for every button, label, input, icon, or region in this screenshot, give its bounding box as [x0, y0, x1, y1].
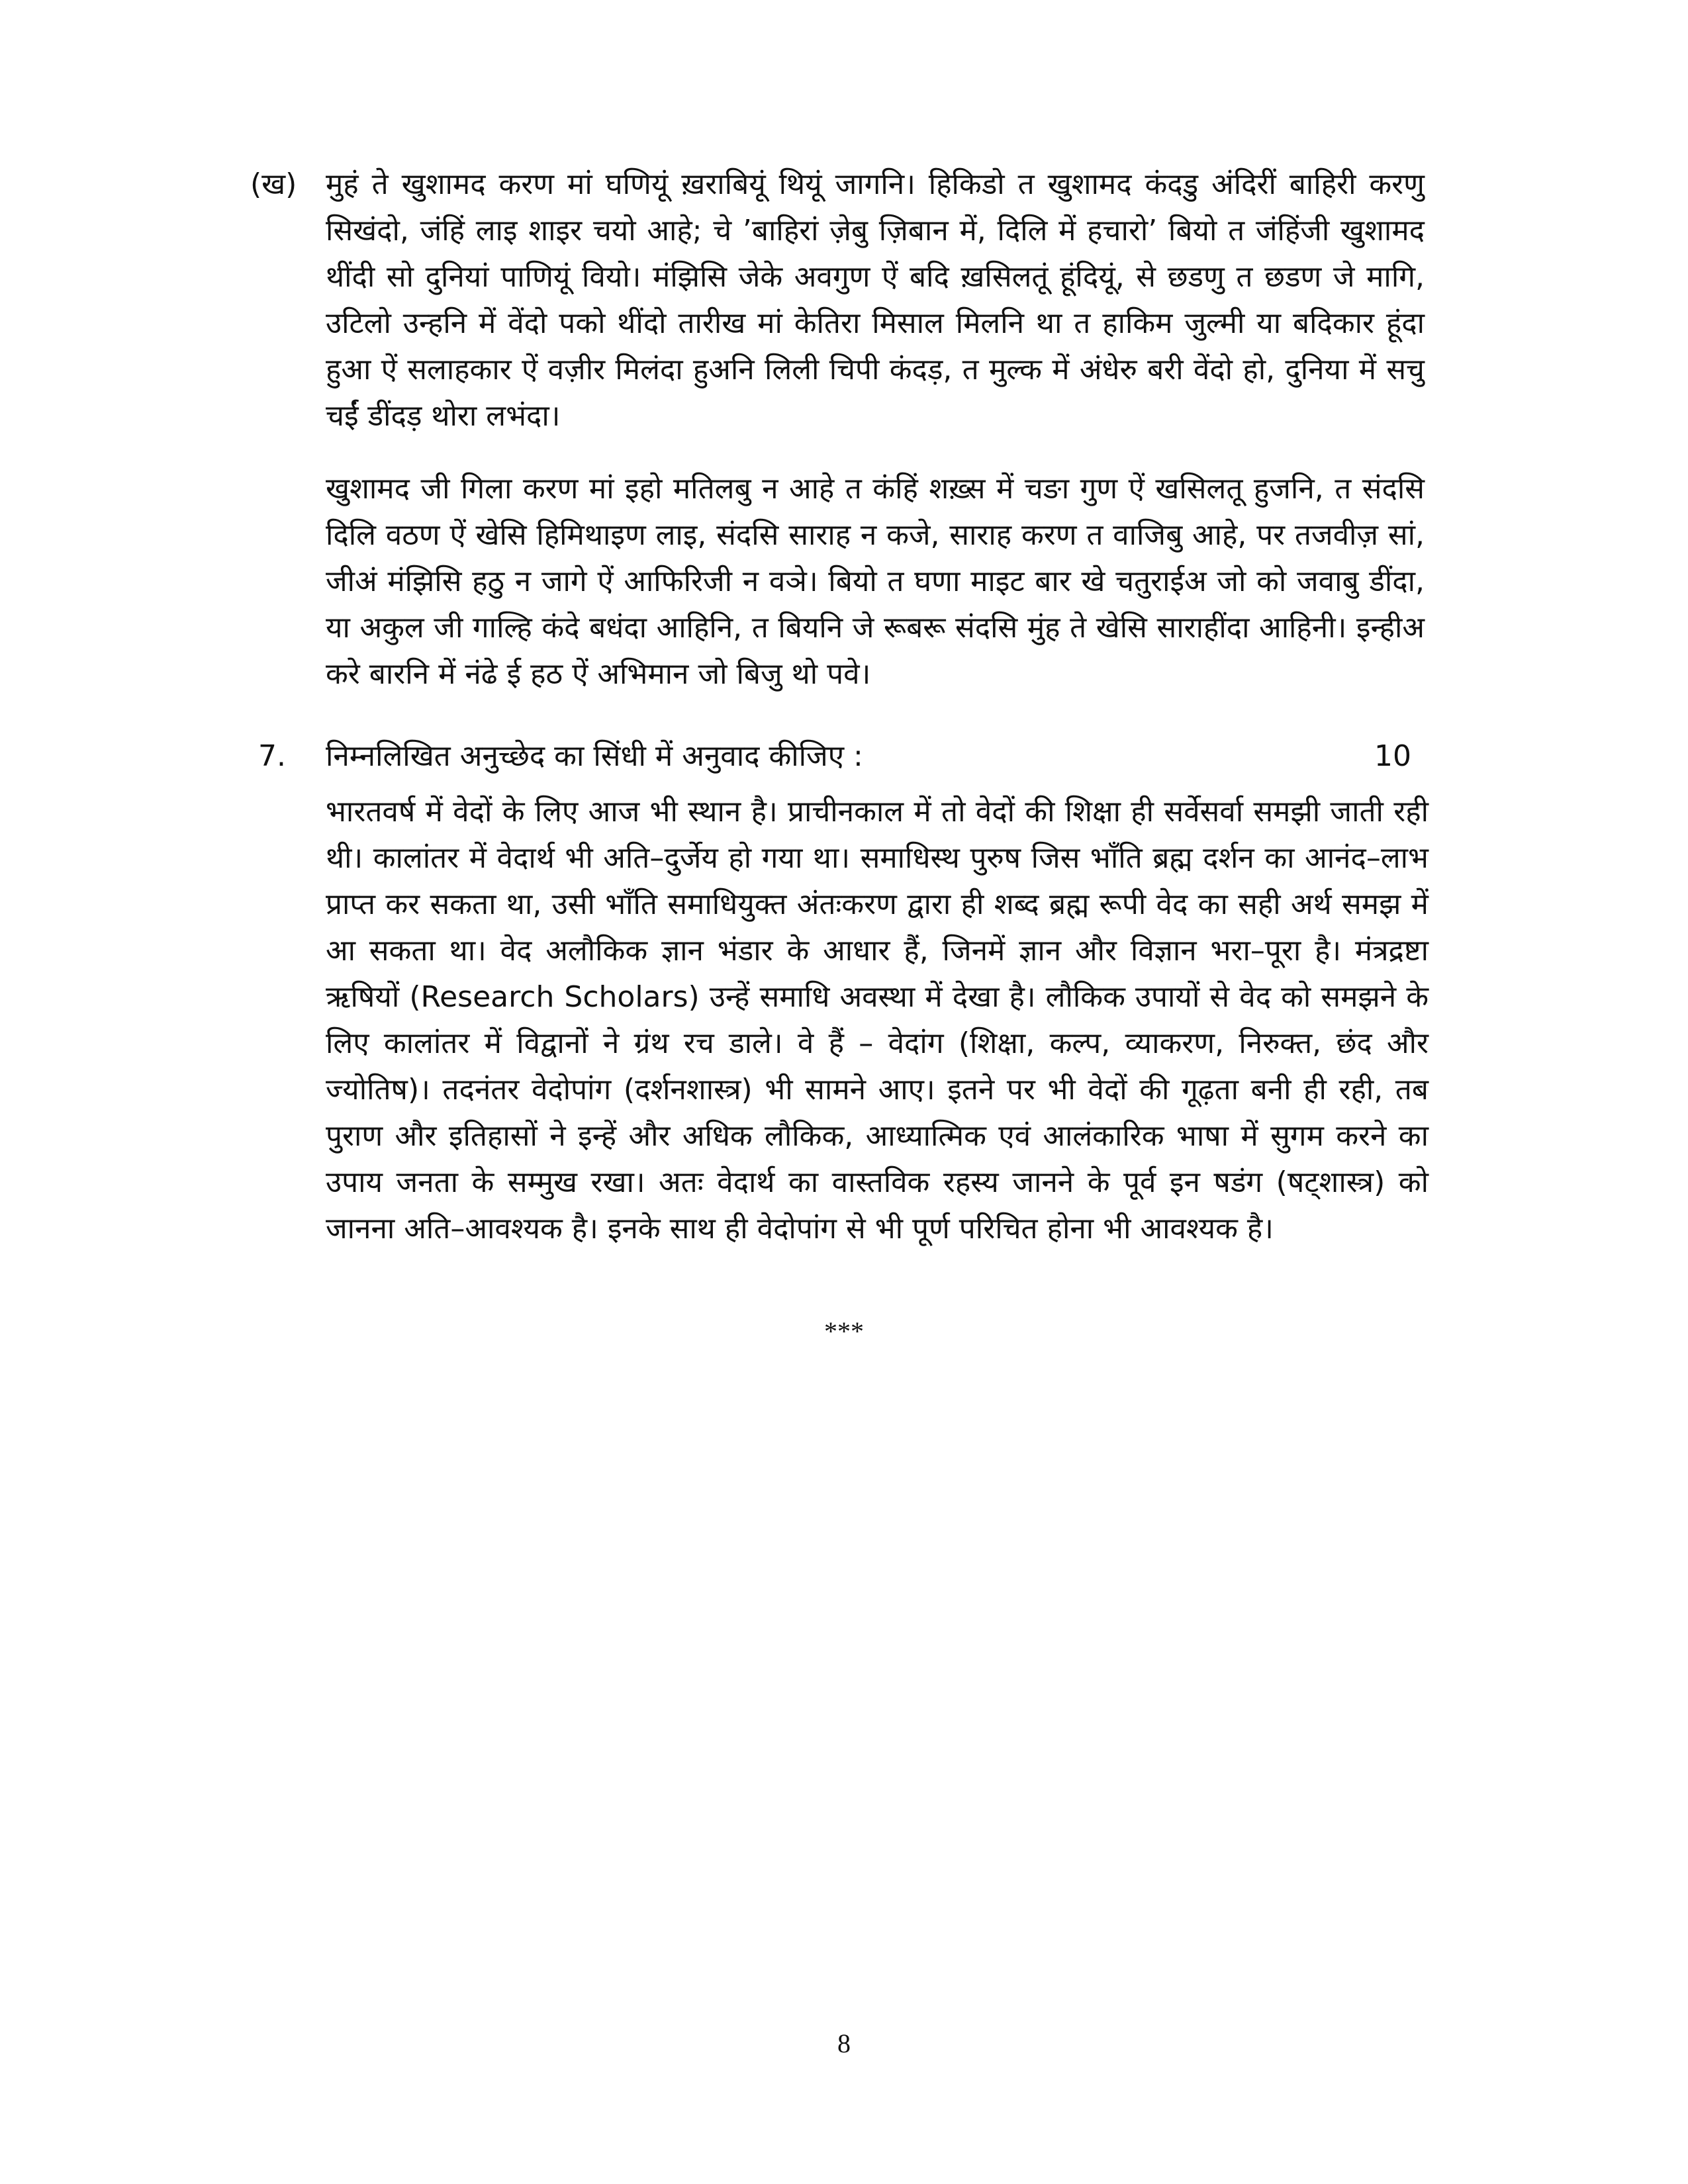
question-body	[326, 789, 1429, 1252]
question-body	[326, 161, 1425, 724]
question-header	[258, 733, 1429, 780]
question-label: (ख)	[250, 167, 297, 201]
paragraph: खुशामद जी गिला करण मां इहो मतिलबु न आहे त कंहिं शख़्स में चङा गुण ऐं खसिलतू हुजनि, त संदसि दिलि वठण ऐं खेसि हिमिथाइण लाइ, संदसि साराह न कजे, साराह करण त वाजिबु आहे, पर तजवीज़ सां, जीअं मंझिसि हठु न जागे ऐं आफिरिजी न वञे। बियो त घणा माइट बार खे चतुराईअ जो को जवाबु डींदा, या अकुल जी गाल्हि कंदे बधंदा आहिनि, त बियनि जे रूबरू संदसि मुंह ते खेसि साराहींदा आहिनी। इन्हीअ करे बारनि में नंढे ई हठ ऐं अभिमान जो बिजु थो पवे।	[326, 472, 1425, 691]
end-mark: ***	[824, 1316, 864, 1346]
question-number: 7.	[258, 739, 286, 773]
question-instruction: निम्नलिखित अनुच्छेद का सिंधी में अनुवाद कीजिए :	[326, 739, 863, 773]
page-number: 8	[837, 2028, 851, 2058]
translation-passage: भारतवर्ष में वेदों के लिए आज भी स्थान है। प्राचीनकाल में तो वेदों की शिक्षा ही सर्वेसर्वा समझी जाती रही थी। कालांतर में वेदार्थ भी अति–दुर्जेय हो गया था। समाधिस्थ पुरुष जिस भाँति ब्रह्म दर्शन का आनंद–लाभ प्राप्त कर सकता था, उसी भाँति समाधियुक्त अंतःकरण द्वारा ही शब्द ब्रह्म रूपी वेद का सही अर्थ समझ में आ सकता था। वेद अलौकिक ज्ञान भंडार के आधार हैं, जिनमें ज्ञान और विज्ञान भरा–पूरा है। मंत्रद्रष्टा ऋषियों (Research Scholars) उन्हें समाधि अवस्था में देखा है। लौकिक उपायों से वेद को समझने के लिए कालांतर में विद्वानों ने ग्रंथ रच डाले। वे हैं – वेदांग (शिक्षा, कल्प, व्याकरण, निरुक्त, छंद और ज्योतिष)। तदनंतर वेदोपांग (दर्शनशास्त्र) भी सामने आए। इतने पर भी वेदों की गूढ़ता बनी ही रही, तब पुराण और इतिहासों ने इन्हें और अधिक लौकिक, आध्यात्मिक एवं आलंकारिक भाषा में सुगम करने का उपाय जनता के सम्मुख रखा। अतः वेदार्थ का वास्तविक रहस्य जानने के पूर्व इन षडंग (षट्शास्त्र) को जानना अति–आवश्यक है। इनके साथ ही वेदोपांग से भी पूर्ण परिचित होना भी आवश्यक है।	[326, 795, 1429, 1246]
question-7	[258, 733, 1429, 1252]
paragraph: मुहं ते खुशामद करण मां घणियूं ख़राबियूं थियूं जागनि। हिकिडो त खुशामद कंदडु अंदिरीं बाहिरी करणु सिखंदो, जंहिं लाइ शाइर चयो आहे; चे ’बाहिरां ज़ेबु ज़िबान में, दिलि में हचारो’ बियो त जंहिंजी खुशामद थींदी सो दुनियां पाणियूं वियो। मंझिसि जेके अवगुण ऐं बदि ख़सिलतूं हूंदियूं, से छडणु त छडण जे मागि, उटिलो उन्हनि में वेंदो पको थींदो तारीख मां केतिरा मिसाल मिलनि था त हाकिम जुल्मी या बदिकार हूंदा हुआ ऐं सलाहकार ऐं वज़ीर मिलंदा हुअनि लिली चिपी कंदड़, त मुल्क में अंधेरु बरी वेंदो हो, दुनिया में सचु चईं डींदड़ थोरा लभंदा।	[326, 167, 1425, 433]
question-marks: 10	[1374, 739, 1411, 773]
